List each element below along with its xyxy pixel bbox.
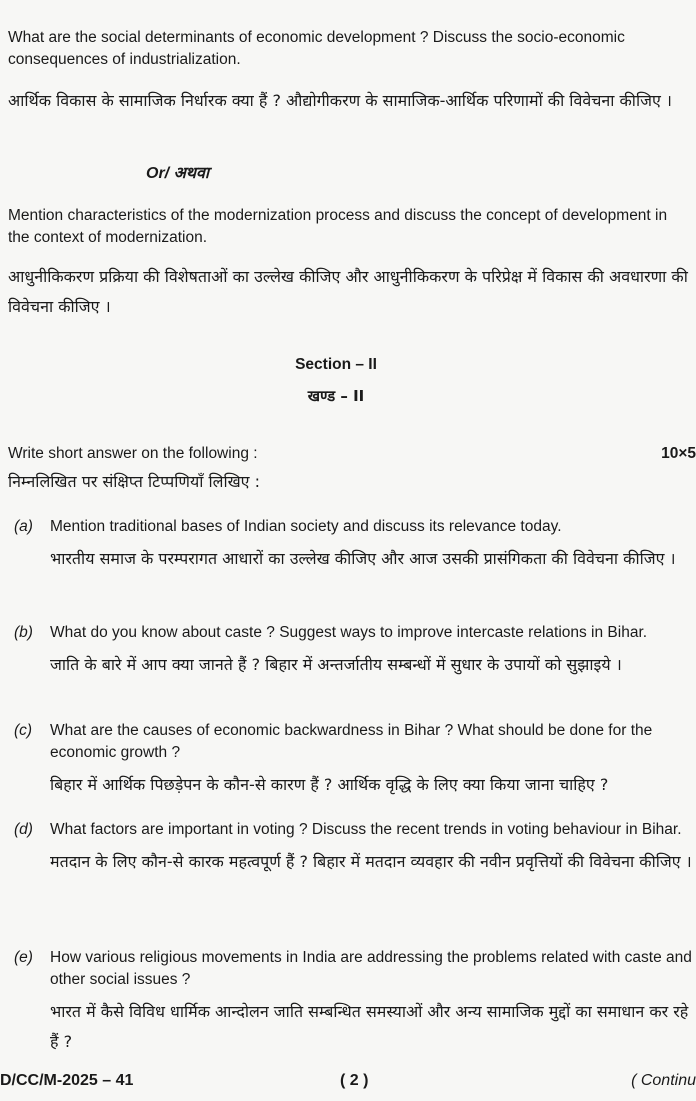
instructions-hi: निम्नलिखित पर संक्षिप्त टिप्पणियाँ लिखिए : (8, 472, 261, 491)
question-text-en: What factors are important in voting ? Discuss the recent trends in voting behaviour in Bihar. (50, 821, 682, 838)
page-footer (0, 1072, 696, 1096)
section-title-hi: खण्ड – II (307, 387, 365, 405)
question-c (14, 720, 694, 800)
question-text-hi: भारतीय समाज के परम्परागत आधारों का उल्लेख कीजिए और आज उसकी प्रासंगिकता की विवेचना कीजिए । (50, 549, 676, 568)
section-title-en: Section – II (295, 356, 377, 373)
or-separator: Or/ अथवा (146, 165, 210, 182)
marks-label: 10×5 (661, 445, 696, 462)
intro-question-1-hi: आर्थिक विकास के सामाजिक निर्धारक क्या हैं ? औद्योगीकरण के सामाजिक-आर्थिक परिणामों की विवेचना कीजिए । (8, 91, 672, 110)
question-text-en: How various religious movements in India are addressing the problems related with caste and other social issues ? (50, 949, 692, 988)
question-b (14, 622, 694, 680)
paper-code: D/CC/M-2025 – 41 (0, 1072, 134, 1089)
question-text-hi: बिहार में आर्थिक पिछड़ेपन के कौन-से कारण हैं ? आर्थिक वृद्धि के लिए क्या किया जाना चाहिए ? (50, 775, 609, 794)
question-d (14, 819, 694, 877)
intro-question-2-en: Mention characteristics of the modernization process and discuss the concept of development in the context of modernization. (8, 207, 668, 246)
question-text-hi: भारत में कैसे विविध धार्मिक आन्दोलन जाति सम्बन्धित समस्याओं और अन्य सामाजिक मुद्दों का समाधान कर रहे हैं ? (50, 1002, 689, 1051)
instructions-row (8, 445, 696, 463)
question-label: (e) (14, 949, 33, 966)
question-text-hi: जाति के बारे में आप क्या जानते हैं ? बिहार में अन्तर्जातीय सम्बन्धों में सुधार के उपायों को सुझाइये । (50, 655, 622, 674)
intro-question-1-en: What are the social determinants of economic development ? Discuss the socio-economic consequences of industrialization. (8, 29, 625, 68)
question-label: (b) (14, 624, 33, 641)
question-label: (a) (14, 518, 33, 535)
continued-label: ( Continu (631, 1072, 696, 1089)
question-text-hi: मतदान के लिए कौन-से कारक महत्वपूर्ण हैं ? बिहार में मतदान व्यवहार की नवीन प्रवृत्तियों की विवेचना कीजिए । (50, 852, 692, 871)
question-text-en: Mention traditional bases of Indian society and discuss its relevance today. (50, 518, 562, 535)
question-e (14, 947, 694, 1057)
question-text-en: What do you know about caste ? Suggest ways to improve intercaste relations in Bihar. (50, 624, 648, 641)
question-label: (c) (14, 722, 33, 739)
intro-question-2-hi: आधुनीकिकरण प्रक्रिया की विशेषताओं का उल्लेख कीजिए और आधुनीकिकरण के परिप्रेक्ष में विकास की अवधारणा की विवेचना कीजिए । (8, 267, 688, 316)
question-text-en: What are the causes of economic backwardness in Bihar ? What should be done for the economic growth ? (50, 722, 653, 761)
instructions-en: Write short answer on the following : (8, 445, 258, 462)
question-a (14, 516, 694, 574)
question-label: (d) (14, 821, 33, 838)
page-number: ( 2 ) (340, 1072, 369, 1089)
